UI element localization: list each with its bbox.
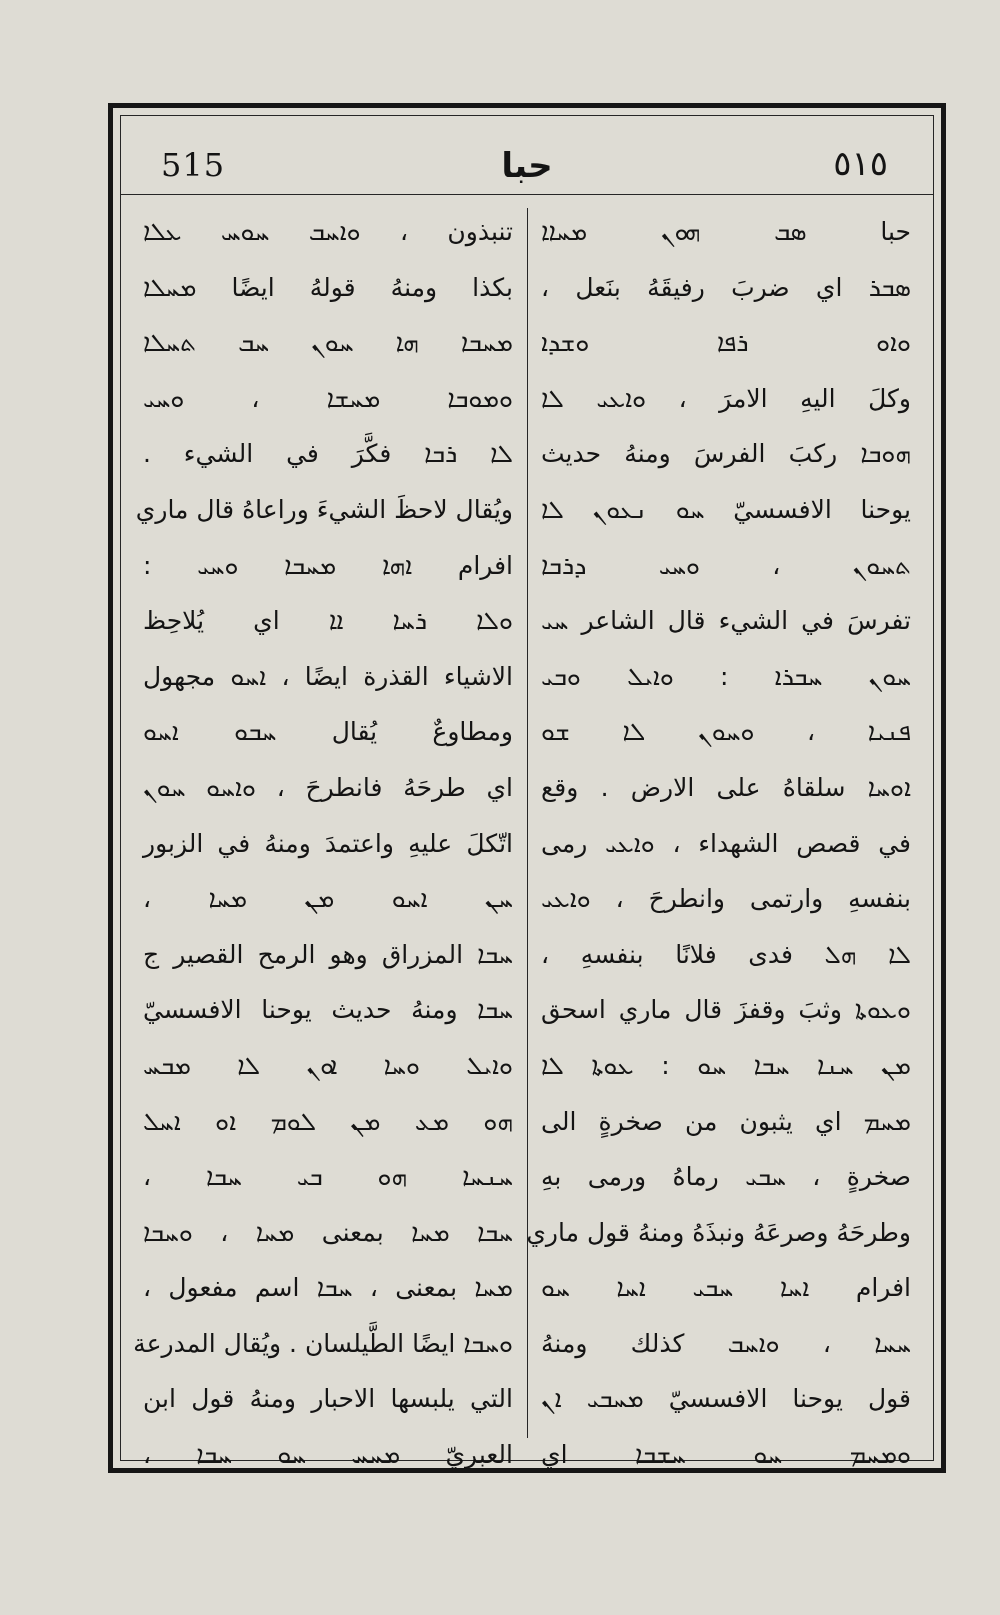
- page-number-latin: 515: [161, 146, 226, 184]
- text-line: بكذا ومنهُ قولهُ ايضًا ܡܚܠܐ: [143, 272, 513, 302]
- left-column: [133, 204, 513, 1470]
- text-line: التي يلبسها الاحبار ومنهُ قول ابن: [143, 1384, 513, 1414]
- text-line: ܘܡܚܡ ܚܘ ܚܫܒܐ اي: [541, 1440, 911, 1470]
- text-line: ܚܒܐ ܡܚܐ بمعنى ܡܚܐ ، ܘܚܒܐ: [143, 1217, 513, 1247]
- text-line: بنفسهِ وارتمى وانطرحَ ، ܘܐܥܝ: [541, 884, 911, 914]
- text-line: ܐܘܚܐ سلقاهُ على الارض . وقع: [541, 772, 911, 802]
- text-line: يوحنا الافسسيّ ܚܘ ܢܥܘܢ ܠܐ: [541, 494, 911, 524]
- text-line: وطرحَهُ وصرعَهُ ونبذَهُ ومنهُ قول ماري: [526, 1217, 911, 1247]
- text-line: ܘܠܐ ܪܚܐ ܐܐ اي يُلاحِظ: [143, 606, 513, 636]
- text-line: قول يوحنا الافسسيّ ܡܚܒܝ ܐܢ: [541, 1384, 911, 1414]
- text-line: افرام ܐܚܐ ܚܒܝ ܐܚܐ ܚܘ: [541, 1273, 911, 1303]
- text-line: ܗܘܒܐ ركبَ الفرسَ ومنهُ حديث: [541, 439, 911, 469]
- text-line: ܚܒܐ المزراق وهو الرمح القصير ج: [143, 939, 513, 969]
- text-line: ܬܚܘܢ ، ܘܚܝ ܕܪܒܐ: [541, 550, 911, 580]
- page-frame: [108, 103, 946, 1473]
- text-line: ܠܐ ܪܒܐ فكَّرَ في الشيء .: [143, 439, 513, 469]
- text-line: ܚܢܚܐ ܗܘ ܒܝ ܚܒܐ ،: [143, 1162, 513, 1192]
- text-line: العبريّ ܡܚܚ ܚܘ ܚܒܐ ،: [143, 1440, 513, 1470]
- text-line: ܘܥܘܬܐ وثبَ وقفزَ قال ماري اسحق: [541, 995, 911, 1025]
- text-line: ܚܒܐ ومنهُ حديث يوحنا الافسسيّ: [143, 995, 513, 1025]
- text-line: ܗܘ ܡܥ ܡܢ ܠܘܡ ܐܘ ܐܚܠ: [143, 1106, 513, 1136]
- page-header: [121, 116, 933, 195]
- text-line: ܠܐ ܗܠ فدى فلانًا بنفسهِ ،: [541, 939, 911, 969]
- text-line: اي طرحَهُ فانطرحَ ، ܘܐܚܘ ܚܘܢ: [143, 772, 513, 802]
- text-line: ويُقال لاحظَ الشيءَ وراعاهُ قال ماري: [135, 494, 513, 524]
- text-line: وكلَ اليهِ الامرَ ، ܘܐܥܝ ܠܐ: [541, 383, 911, 413]
- text-line: ومطاوعٌ يُقال ܚܒܘ ܐܚܘ: [143, 717, 513, 747]
- text-line: ܘܚܒܐ ايضًا الطَّيلسان . ويُقال المدرعة: [133, 1328, 513, 1358]
- running-headword: حبا: [501, 146, 553, 186]
- text-line: افرام ܐܗܐ ܡܚܒܐ ܘܚܝ :: [143, 550, 513, 580]
- text-line: اتّكلَ عليهِ واعتمدَ ومنهُ في الزبور: [143, 828, 513, 858]
- text-line: ܡܚܐ بمعنى ، ܚܒܐ اسم مفعول ،: [143, 1273, 513, 1303]
- text-line: ܚܚܐ ، ܘܐܚܒ كذلك ومنهُ: [541, 1328, 911, 1358]
- text-line: صخرةٍ ، ܚܒܝ رماهُ ورمى بهِ: [541, 1162, 911, 1192]
- page-number-arabic: ٥١٥: [833, 144, 888, 184]
- text-line: في قصص الشهداء ، ܘܐܥܝ رمى: [541, 828, 911, 858]
- right-column: [526, 204, 911, 1470]
- text-line: ܦܢܝܐ ، ܘܚܘܢ ܠܐ ܫܘ: [541, 717, 911, 747]
- text-line: ܡܚܡ اي يثبون من صخرةٍ الى: [541, 1106, 911, 1136]
- text-line: ܚܘܢ ܚܒܪܐ : ܘܐܝܠ ܘܒܝ: [541, 661, 911, 691]
- text-line: ܡܚܒܐ ܗܐ ܚܘܢ ܚܒ ܬܚܠܐ: [143, 328, 513, 358]
- text-line: ܘܡܘܒܐ ܡܚܫܐ ، ܘܚܝ: [143, 383, 513, 413]
- page-frame-inner: [120, 115, 934, 1470]
- text-line: ܡܢ ܚܢܐ ܚܒܐ ܚܘ : ܥܘܬܐ ܠܐ: [541, 1050, 911, 1080]
- text-line: ܘܐܝܠ ܘܚܐ ܐܘܢ ܠܐ ܡܒܚ: [143, 1050, 513, 1080]
- text-line: تفرسَ في الشيء قال الشاعر ܚܝ: [541, 606, 911, 636]
- text-line: تنبذون ، ܘܐܚܒ ܚܘܚ ܥܠܐ: [143, 217, 513, 246]
- text-line: ܚܢ ܐܚܘ ܡܢ ܡܚܐ ،: [143, 884, 513, 914]
- text-line: الاشياء القذرة ايضًا ، ܐܚܘ مجهول: [143, 661, 513, 691]
- text-line: ܘܐܘ ܪܦܐ ܘܫܕܐ: [541, 328, 911, 358]
- text-line: حبا ܣܒ ܗܘܢ ܡܚܐܐ: [541, 217, 911, 246]
- text-line: ܣܒܪ اي ضربَ رفيقَهُ بنَعل ،: [541, 272, 911, 302]
